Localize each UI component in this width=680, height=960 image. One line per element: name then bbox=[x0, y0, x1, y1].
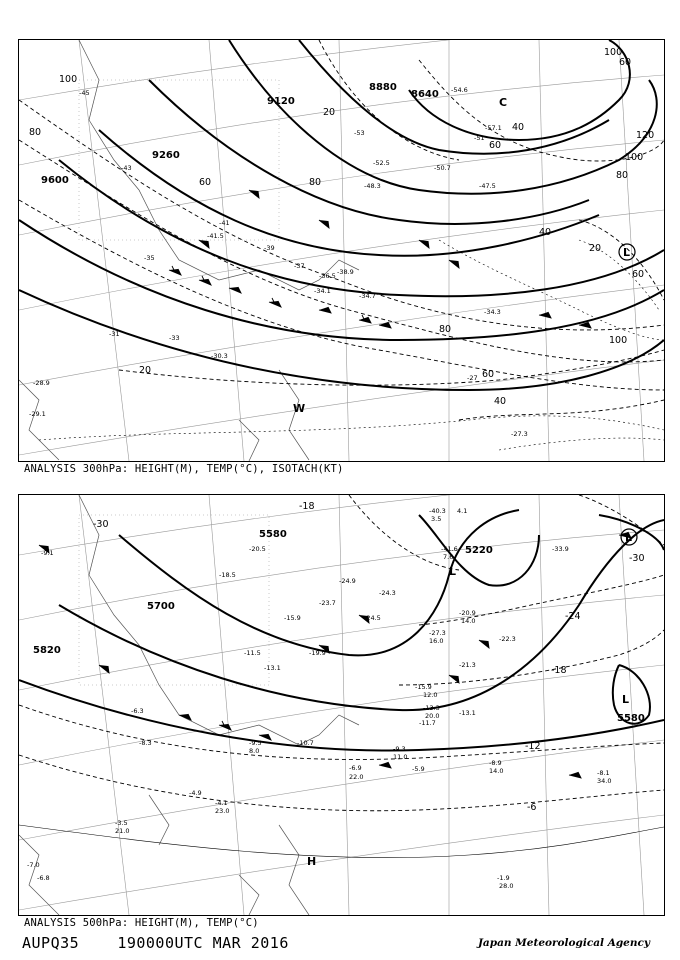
low-label: L bbox=[623, 246, 631, 259]
dewpoint-value: 14.0 bbox=[461, 617, 476, 625]
temp-value: -9.3 bbox=[393, 745, 406, 753]
isotach-label: 100 bbox=[609, 335, 628, 346]
height-label-8880: 8880 bbox=[369, 82, 397, 93]
temp-value: -51 bbox=[474, 134, 485, 142]
isotherm-label: -18 bbox=[299, 501, 315, 512]
analysis-300hpa-map bbox=[18, 39, 665, 462]
temp-value: -24.9 bbox=[339, 577, 356, 585]
temp-value: -53 bbox=[354, 129, 365, 137]
temp-value: -22.3 bbox=[499, 635, 516, 643]
temp-value: -20.5 bbox=[249, 545, 266, 553]
temp-value: -41.5 bbox=[207, 232, 224, 240]
temp-value: -6.8 bbox=[37, 874, 50, 882]
isotachs-300 bbox=[19, 40, 664, 420]
temp-value: -13.1 bbox=[264, 664, 281, 672]
temp-value: -13.3 bbox=[423, 704, 440, 712]
temp-value: -30.3 bbox=[211, 352, 228, 360]
analysis-500hpa-map bbox=[18, 494, 665, 916]
temp-value: -15.9 bbox=[284, 614, 301, 622]
dewpoint-value: 22.0 bbox=[349, 773, 364, 781]
warm-center-label: W bbox=[293, 402, 306, 415]
low-mark-300 bbox=[619, 244, 635, 260]
height-label-8640: 8640 bbox=[411, 89, 439, 100]
temp-value: -35 bbox=[144, 254, 155, 262]
temp-value: -11.5 bbox=[244, 649, 261, 657]
dewpoint-value: 3.5 bbox=[431, 515, 442, 523]
isotach-label: 80 bbox=[309, 177, 322, 188]
height-label-5580-east: 5580 bbox=[617, 713, 645, 724]
temp-value: -48.3 bbox=[364, 182, 381, 190]
dewpoint-value: 16.0 bbox=[429, 637, 444, 645]
low-label: L bbox=[625, 531, 633, 544]
temp-value: -36.5 bbox=[319, 272, 336, 280]
temp-value: -13.1 bbox=[459, 709, 476, 717]
isotherm-label: -6 bbox=[527, 802, 537, 813]
dewpoint-value: 11.0 bbox=[393, 753, 408, 761]
temp-value: -9.5 bbox=[249, 739, 262, 747]
isotherms-500 bbox=[19, 495, 664, 811]
temp-value: -24.5 bbox=[364, 614, 381, 622]
temp-value: -1.9 bbox=[497, 874, 510, 882]
low-mark-500-a bbox=[449, 565, 456, 578]
low-mark-500-b bbox=[621, 529, 637, 545]
temp-value: -9.1 bbox=[41, 549, 54, 557]
dewpoint-value: 7.6 bbox=[443, 553, 454, 561]
temp-value: -41.6 bbox=[441, 545, 458, 553]
temp-value: -7.0 bbox=[27, 861, 40, 869]
dewpoint-value: 23.0 bbox=[215, 807, 230, 815]
temp-value: -8.1 bbox=[597, 769, 610, 777]
dewpoint-value: 21.0 bbox=[115, 827, 130, 835]
chart-code: AUPQ35 bbox=[22, 934, 80, 952]
temp-value: -11.7 bbox=[419, 719, 436, 727]
temp-value: -10.7 bbox=[297, 739, 314, 747]
isotach-label: 100 bbox=[59, 74, 78, 85]
low-label: L bbox=[449, 565, 457, 578]
temp-value: -33 bbox=[169, 334, 180, 342]
isotach-label: 20 bbox=[139, 365, 152, 376]
height-label-9120: 9120 bbox=[267, 96, 295, 107]
dewpoint-value: 34.0 bbox=[597, 777, 612, 785]
chart-identifier bbox=[22, 934, 289, 952]
isotach-label: 60 bbox=[619, 57, 632, 68]
isotach-label: 40 bbox=[494, 396, 507, 407]
temp-value: -4.1 bbox=[215, 799, 228, 807]
agency-name: Japan Meteorological Agency bbox=[477, 937, 650, 949]
dewpoint-value: 14.0 bbox=[489, 767, 504, 775]
isotach-label: 80 bbox=[439, 324, 452, 335]
isotach-label: 60 bbox=[482, 369, 495, 380]
height-label-9260: 9260 bbox=[152, 150, 180, 161]
isotherm-label: -12 bbox=[525, 741, 541, 752]
temp-value: -50.7 bbox=[434, 164, 451, 172]
isotach-label: 20 bbox=[323, 107, 336, 118]
isotach-label: 100 bbox=[604, 47, 623, 58]
temp-value: -27 bbox=[467, 374, 478, 382]
temp-value: -8.3 bbox=[139, 739, 152, 747]
dewpoint-value: 4.1 bbox=[457, 507, 468, 515]
temp-value: -20.9 bbox=[459, 609, 476, 617]
temp-value: -5.9 bbox=[412, 765, 425, 773]
valid-time: 190000UTC MAR 2016 bbox=[117, 934, 289, 952]
isotach-label: 80 bbox=[616, 170, 629, 181]
temp-value: -31 bbox=[109, 330, 120, 338]
isotach-label: 20 bbox=[589, 243, 602, 254]
temp-value: -19.9 bbox=[309, 649, 326, 657]
temp-value: -34.3 bbox=[484, 308, 501, 316]
coastline-500 bbox=[19, 495, 359, 915]
dewpoint-value: 12.0 bbox=[423, 691, 438, 699]
dewpoint-values-500 bbox=[115, 507, 611, 890]
isotherm-label: -18 bbox=[551, 665, 567, 676]
height-label-5820: 5820 bbox=[33, 645, 61, 656]
temp-value: -21.3 bbox=[459, 661, 476, 669]
temp-value: -15.9 bbox=[415, 683, 432, 691]
cold-center-label: C bbox=[499, 96, 508, 109]
temp-value: -34.1 bbox=[314, 287, 331, 295]
temp-value: -40.3 bbox=[429, 507, 446, 515]
caption-300hpa: ANALYSIS 300hPa: HEIGHT(M), TEMP(°C), ISOTACH(KT) bbox=[24, 463, 344, 475]
temp-value: -45 bbox=[79, 89, 90, 97]
temp-value: -43 bbox=[121, 164, 132, 172]
temp-value: -4.9 bbox=[189, 789, 202, 797]
caption-500hpa: ANALYSIS 500hPa: HEIGHT(M), TEMP(°C) bbox=[24, 917, 259, 929]
dewpoint-value: 28.0 bbox=[499, 882, 514, 890]
isotach-label: 40 bbox=[512, 122, 525, 133]
temp-value: -27.3 bbox=[511, 430, 528, 438]
height-label-5700: 5700 bbox=[147, 601, 175, 612]
isotach-label: 60 bbox=[632, 269, 645, 280]
temp-value: -57.1 bbox=[485, 124, 502, 132]
isotherm-label: -24 bbox=[565, 611, 581, 622]
temp-value: -24.3 bbox=[379, 589, 396, 597]
height-label-9600: 9600 bbox=[41, 175, 69, 186]
map-300hpa-svg bbox=[19, 40, 664, 461]
isotherm-label: -30 bbox=[93, 519, 109, 530]
dewpoint-value: 20.0 bbox=[425, 712, 440, 720]
dewpoint-value: 8.0 bbox=[249, 747, 260, 755]
isotach-label: 60 bbox=[489, 140, 502, 151]
isotach-label: 40 bbox=[539, 227, 552, 238]
isotach-label: 80 bbox=[29, 127, 42, 138]
temp-value: -47.5 bbox=[479, 182, 496, 190]
temp-value: -38.9 bbox=[337, 268, 354, 276]
temp-value: -39 bbox=[264, 244, 275, 252]
temp-value: -34.7 bbox=[359, 292, 376, 300]
temp-value: -23.7 bbox=[319, 599, 336, 607]
map-500hpa-svg bbox=[19, 495, 664, 915]
height-label-5220: 5220 bbox=[465, 545, 493, 556]
temp-value: -41 bbox=[219, 219, 230, 227]
temp-value: -29.1 bbox=[29, 410, 46, 418]
isotherm-label: -30 bbox=[629, 553, 645, 564]
temp-value: -8.9 bbox=[489, 759, 502, 767]
temp-value: -27.3 bbox=[429, 629, 446, 637]
isotach-label: 120 bbox=[636, 130, 655, 141]
temp-value: -28.9 bbox=[33, 379, 50, 387]
temp-value: -18.5 bbox=[219, 571, 236, 579]
temp-value: -52.5 bbox=[373, 159, 390, 167]
low-label: L bbox=[622, 693, 630, 706]
isotach-label: 60 bbox=[199, 177, 212, 188]
temp-value: -33.9 bbox=[552, 545, 569, 553]
temp-value: -54.6 bbox=[451, 86, 468, 94]
temp-value: -3.5 bbox=[115, 819, 128, 827]
temp-values-500 bbox=[27, 507, 610, 882]
high-center-label: H bbox=[307, 855, 317, 868]
temp-value: -6.9 bbox=[349, 764, 362, 772]
temp-value: -6.3 bbox=[131, 707, 144, 715]
height-label-5580: 5580 bbox=[259, 529, 287, 540]
low-mark-500-c bbox=[622, 693, 629, 706]
isotach-label: 100 bbox=[625, 152, 644, 163]
temp-value: -37 bbox=[294, 262, 305, 270]
